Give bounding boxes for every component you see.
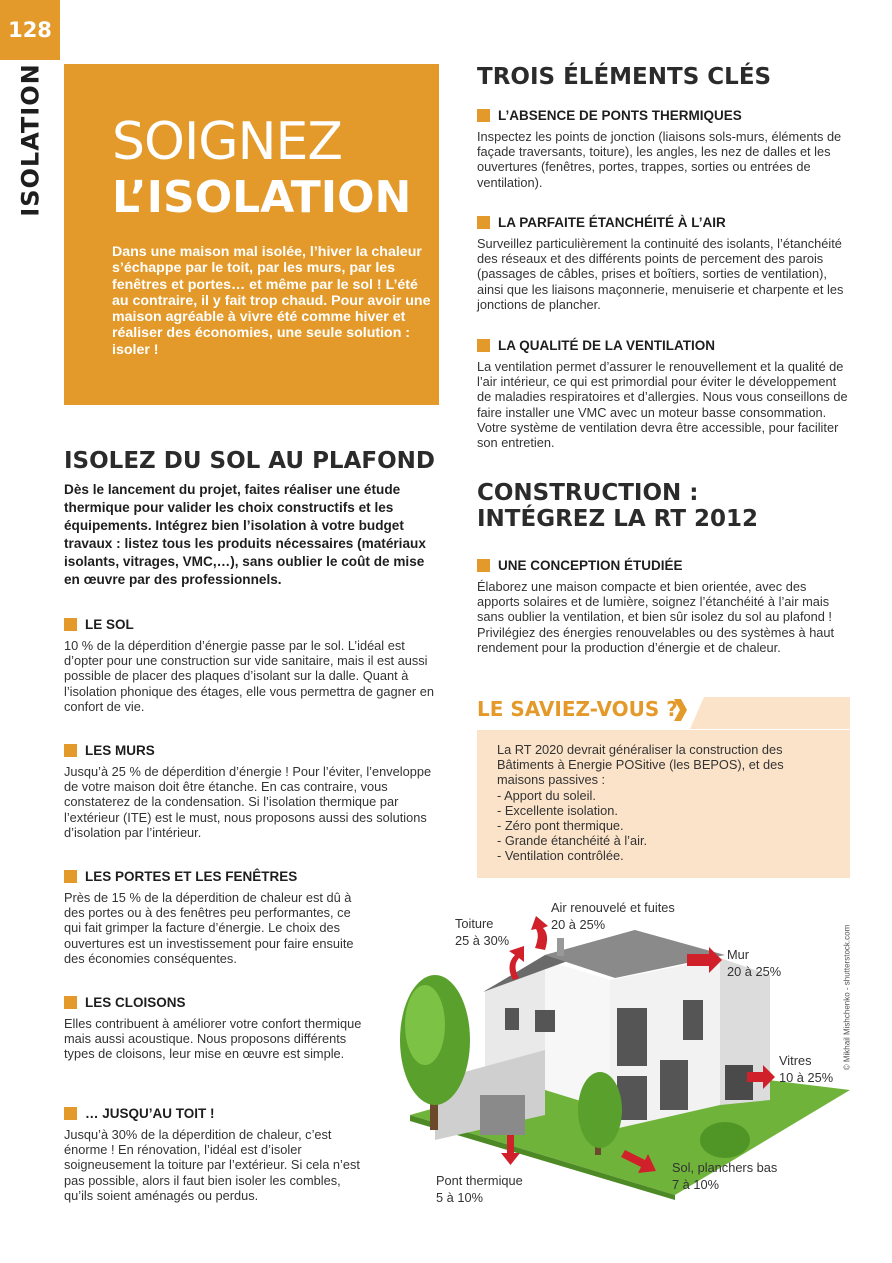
saviez-list bbox=[497, 788, 832, 864]
saviez-item: - Apport du soleil. bbox=[497, 787, 596, 803]
subheading-ventilation: LA QUALITÉ DE LA VENTILATION bbox=[477, 338, 715, 353]
label-toiture: Toiture 25 à 30% bbox=[455, 916, 510, 948]
right-heading: TROIS ÉLÉMENTS CLÉS bbox=[477, 64, 772, 90]
paragraph-sol: 10 % de la déperdition d’énergie passe par le sol. L’idéal est d’opter pour une construction sur vide sanitaire, mais il est aussi possible de placer des plaques d’isolant sur la dalle. Quant à l’isolation phonique des étages, elle vous permettra de gagner en confort de vie. bbox=[64, 638, 434, 714]
label-vitres: Vitres 10 à 25% bbox=[779, 1053, 834, 1085]
hero-title-line2: L’ISOLATION bbox=[112, 172, 412, 223]
label-sol: Sol, planchers bas 7 à 10% bbox=[672, 1160, 778, 1192]
hero-intro: Dans une maison mal isolée, l’hiver la chaleur s’échappe par le toit, par les murs, par les fenêtres et portes… et même par le sol ! L’été au contraire, il y fait trop chaud. Pour avoir une maison agréable à vivre été comme hiver et réaliser des économies, une seule solution : isoler ! bbox=[112, 244, 431, 358]
subheading-ponts: L’ABSENCE DE PONTS THERMIQUES bbox=[477, 108, 742, 123]
label-air: Air renouvelé et fuites 20 à 25% bbox=[551, 900, 675, 932]
paragraph-etancheite: Surveillez particulièrement la continuité des isolants, l’étanchéité des réseaux et des différents points de percement des parois (passages de câbles, prises et boîtiers, sorties de ventilation), ainsi que les liaisons maçonnerie, menuiserie et charpente et les jonctions de plancher. bbox=[477, 236, 844, 312]
chevron-right-icon bbox=[672, 698, 688, 722]
square-bullet-icon bbox=[64, 744, 77, 757]
subheading-cloisons: LES CLOISONS bbox=[64, 995, 186, 1010]
square-bullet-icon bbox=[64, 618, 77, 631]
saviez-text bbox=[497, 742, 832, 864]
square-bullet-icon bbox=[477, 216, 490, 229]
construction-heading: CONSTRUCTION : INTÉGREZ LA RT 2012 bbox=[477, 480, 759, 533]
paragraph-toit: Jusqu’à 30% de la déperdition de chaleur, c’est énorme ! En rénovation, l’idéal est d’isoler soigneusement la toiture par l’extérieur. Si cela n’est pas possible, alors il faut bien isoler les combles, qu’ils soient aménagés ou perdus. bbox=[64, 1127, 360, 1203]
subheading-murs: LES MURS bbox=[64, 743, 155, 758]
window bbox=[617, 1008, 647, 1066]
saviez-item: - Zéro pont thermique. bbox=[497, 818, 624, 834]
subheading-conception: UNE CONCEPTION ÉTUDIÉE bbox=[477, 558, 683, 573]
saviez-band bbox=[690, 697, 850, 729]
label-pont: Pont thermique 5 à 10% bbox=[436, 1173, 523, 1205]
square-bullet-icon bbox=[64, 870, 77, 883]
page-number: 128 bbox=[0, 0, 60, 60]
subheading-sol: LE SOL bbox=[64, 617, 134, 632]
garage-door bbox=[480, 1095, 525, 1135]
hero-block bbox=[64, 64, 439, 405]
arrow-air-icon bbox=[531, 916, 548, 950]
saviez-item: - Excellente isolation. bbox=[497, 802, 618, 818]
paragraph-ventilation: La ventilation permet d’assurer le renouvellement et la qualité de l’air intérieur, ce qui est primordial pour éviter le développement de maladies respiratoires et d’allergies. Nous vous conseillons de faire installer une VMC avec un moteur basse consommation. Votre système de ventilation devra être accessible, pour faciliter son entretien. bbox=[477, 359, 848, 451]
saviez-item: - Grande étanchéité à l’air. bbox=[497, 833, 648, 849]
square-bullet-icon bbox=[477, 339, 490, 352]
saviez-title: LE SAVIEZ-VOUS ? bbox=[477, 697, 678, 721]
paragraph-portes: Près de 15 % de la déperdition de chaleur est dû à des portes ou à des fenêtres peu performantes, ce qui fait grimper la facture d’énergie. Le choix des ouvertures est un investissement pour faire ensuite des économies conséquentes. bbox=[64, 890, 354, 966]
square-bullet-icon bbox=[64, 996, 77, 1009]
hero-title-line1: SOIGNEZ bbox=[112, 112, 342, 172]
tree bbox=[578, 1072, 622, 1148]
paragraph-cloisons: Elles contribuent à améliorer votre confort thermique mais aussi acoustique. Nous proposons différents types de cloisons, leur mise en œuvre est simple. bbox=[64, 1016, 362, 1062]
paragraph-conception: Élaborez une maison compacte et bien orientée, avec des apports solaires et de lumière, soignez l’étanchéité à l’air mais sans oublier la ventilation, et bien sûr isolez du sol au plafond ! Privilégiez des énergies renouvelables ou des systèmes à haut rendement pour la production d’énergie et de chaleur. bbox=[477, 579, 835, 655]
subheading-portes: LES PORTES ET LES FENÊTRES bbox=[64, 869, 297, 884]
photo-credit: © Mikhail Mishchenko - shutterstock.com bbox=[842, 924, 852, 1071]
square-bullet-icon bbox=[64, 1107, 77, 1120]
square-bullet-icon bbox=[477, 559, 490, 572]
paragraph-ponts: Inspectez les points de jonction (liaisons sols-murs, éléments de façade traversants, toiture), les angles, les nez de dalles et les ouvertures (fenêtres, portes, trappes, sorties ou entrées de ventilation). bbox=[477, 129, 842, 190]
section-label: ISOLATION bbox=[17, 63, 46, 217]
subheading-etancheite: LA PARFAITE ÉTANCHÉITÉ À L’AIR bbox=[477, 215, 726, 230]
left-heading: ISOLEZ DU SOL AU PLAFOND bbox=[64, 448, 435, 474]
saviez-intro: La RT 2020 devrait généraliser la construction des Bâtiments à Energie POSitive (les BEPOS), et des maisons passives : bbox=[497, 742, 784, 788]
subheading-toit: … JUSQU’AU TOIT ! bbox=[64, 1106, 215, 1121]
square-bullet-icon bbox=[477, 109, 490, 122]
saviez-item: - Ventilation contrôlée. bbox=[497, 848, 624, 864]
left-lead: Dès le lancement du projet, faites réaliser une étude thermique pour valider les choix constructifs et les équipements. Intégrez bien l’isolation à votre budget travaux : listez tous les produits nécessaires (matériaux isolants, vitrages, VMC,…), sans oublier le coût de mise en œuvre par des professionnels. bbox=[64, 482, 426, 587]
label-mur: Mur 20 à 25% bbox=[727, 947, 782, 979]
paragraph-murs: Jusqu’à 25 % de déperdition d’énergie ! Pour l’éviter, l’enveloppe de votre maison doit être étanche. En cas contraire, vous constaterez de la condensation. Si l’isolation thermique par l’extérieur (ITE) est le must, nous proposons aussi des solutions d’isolation par l’intérieur. bbox=[64, 764, 432, 840]
